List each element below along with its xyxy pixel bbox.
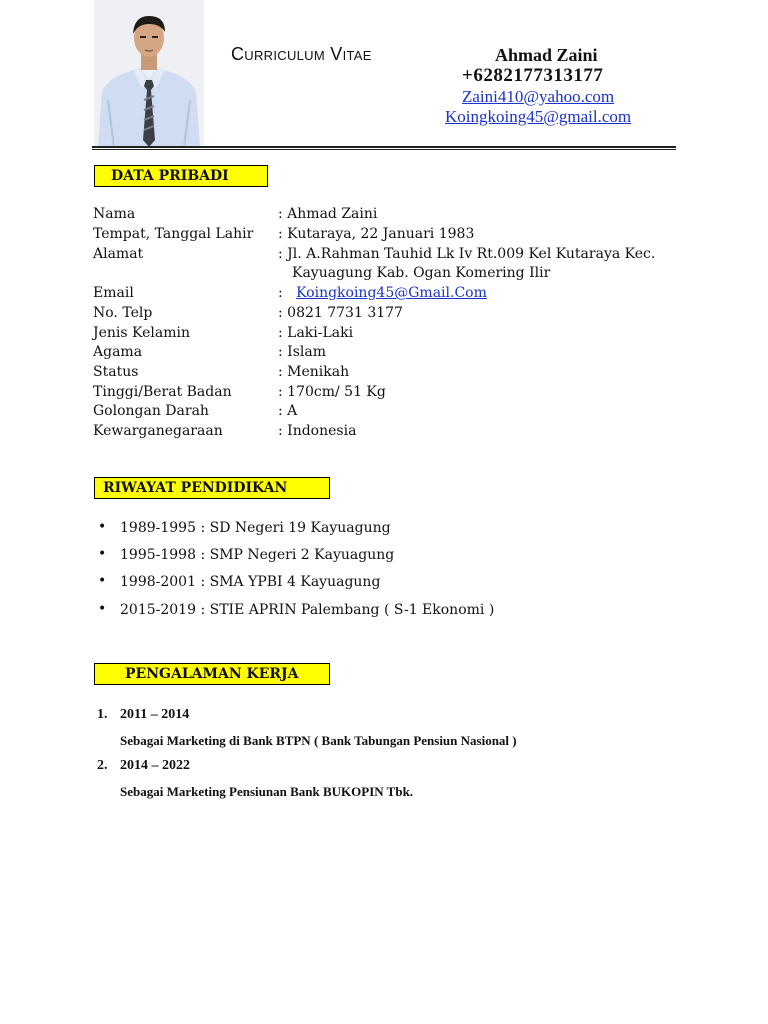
bullet: • (98, 519, 107, 535)
row-value: : 0821 7731 3177 (278, 305, 403, 321)
section-heading-education: RIWAYAT PENDIDIKAN (94, 477, 330, 499)
row-value: : Islam (278, 344, 326, 360)
candidate-name: Ahmad Zaini (495, 45, 598, 65)
row-label: Agama (93, 344, 143, 360)
row-value: : Kutaraya, 22 Januari 1983 (278, 226, 475, 242)
job-period: 2014 – 2022 (120, 758, 190, 773)
job-period: 2011 – 2014 (120, 707, 190, 722)
row-label: Kewarganegaraan (93, 423, 223, 439)
profile-photo (94, 0, 204, 147)
row-label: Jenis Kelamin (93, 325, 190, 341)
job-description: Sebagai Marketing di Bank BTPN ( Bank Tabungan Pensiun Nasional ) (120, 733, 517, 748)
job-number: 2. (97, 758, 108, 773)
education-text: 1989-1995 : SD Negeri 19 Kayuagung (120, 520, 391, 536)
bullet: • (98, 573, 107, 589)
row-label: No. Telp (93, 305, 153, 321)
row-value: : A (278, 403, 298, 419)
row-label: Golongan Darah (93, 403, 209, 419)
job-description: Sebagai Marketing Pensiunan Bank BUKOPIN Tbk. (120, 784, 414, 799)
education-text: 1995-1998 : SMP Negeri 2 Kayuagung (120, 547, 395, 563)
colon: : (278, 285, 283, 301)
bullet: • (98, 546, 107, 562)
job-number: 1. (97, 707, 108, 722)
row-value: : Jl. A.Rahman Tauhid Lk Iv Rt.009 Kel Kutaraya Kec. (278, 246, 656, 262)
row-label: Status (93, 364, 139, 380)
row-value: : 170cm/ 51 Kg (278, 384, 386, 400)
portrait-image (94, 0, 204, 147)
row-label: Tinggi/Berat Badan (93, 384, 232, 400)
cv-title: Curriculum Vitae (231, 44, 372, 64)
email-link-personal[interactable]: Koingkoing45@Gmail.Com (296, 285, 487, 301)
row-value: : Indonesia (278, 423, 357, 439)
email-link-yahoo[interactable]: Zaini410@yahoo.com (462, 87, 615, 106)
row-value (278, 284, 487, 303)
row-value: : Menikah (278, 364, 350, 380)
section-heading-personal: DATA PRIBADI (94, 165, 268, 187)
education-text: 2015-2019 : STIE APRIN Palembang ( S-1 Ekonomi ) (120, 602, 495, 618)
header-divider (92, 146, 676, 150)
education-text: 1998-2001 : SMA YPBI 4 Kayuagung (120, 574, 381, 590)
email-link-gmail[interactable]: Koingkoing45@gmail.com (445, 107, 632, 126)
row-label: Nama (93, 206, 136, 222)
row-value: : Laki-Laki (278, 325, 354, 341)
row-value-continued: Kayuagung Kab. Ogan Komering Ilir (292, 265, 551, 281)
section-heading-experience: PENGALAMAN KERJA (94, 663, 330, 685)
row-value: : Ahmad Zaini (278, 206, 378, 222)
row-label: Alamat (93, 246, 144, 262)
candidate-phone: +6282177313177 (462, 65, 604, 86)
row-label: Email (93, 285, 134, 301)
row-label: Tempat, Tanggal Lahir (93, 226, 254, 242)
bullet: • (98, 601, 107, 617)
